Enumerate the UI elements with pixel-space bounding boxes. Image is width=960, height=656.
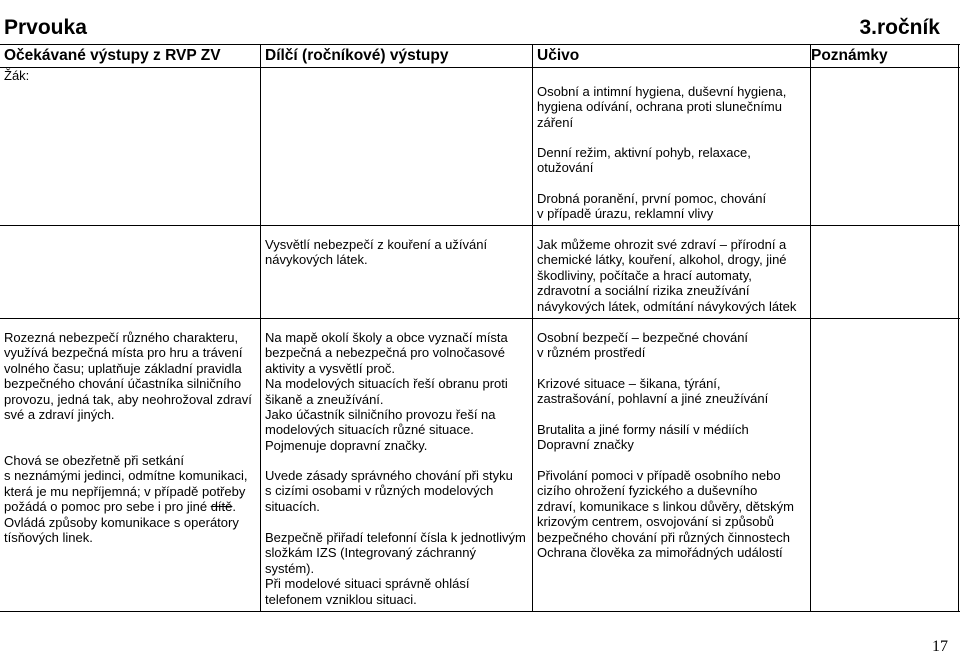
text-line: šikaně a zneužívání. [265, 391, 384, 407]
text-line: provozu, jedná tak, aby neohrožoval zdraví [4, 391, 252, 407]
text-fragment: požádá o pomoc pro sebe i pro jiné [4, 499, 211, 515]
ucivo-denni-rezim [537, 145, 751, 176]
ucivo-hygiena [537, 84, 786, 130]
ucivo-krizove-situace [537, 376, 768, 407]
text-line: Při modelové situaci správně ohlásí [265, 576, 470, 592]
col2-right-border [532, 44, 533, 612]
text-line: modelových situacích různé situace. [265, 422, 474, 438]
text-line: zdravotní a sociální rizika zneužívání [537, 283, 750, 299]
text-line: Jak můžeme ohrozit své zdraví – přírodní a [537, 237, 787, 252]
text-line: Ochrana člověka za mimořádných událostí [537, 545, 783, 561]
text-line: v různém prostředí [537, 345, 646, 361]
text-line: bezpečného chování při různých činnostech [537, 529, 790, 545]
text-line: záření [537, 114, 574, 130]
table-top-border [0, 44, 960, 45]
table-right-border [958, 44, 959, 612]
text-fragment: . [232, 499, 236, 515]
text-line: Na modelových situacích řeší obranu proti [265, 376, 508, 392]
struck-word: dítě [210, 499, 233, 515]
row3-top-border [0, 318, 960, 319]
column-header-poznamky: Poznámky [811, 47, 888, 64]
ucivo-privolani-pomoci [537, 468, 794, 560]
ucivo-brutalita [537, 422, 749, 453]
text-line: která je mu nepříjemná; v případě potřeby [4, 483, 246, 499]
col3-right-border [810, 44, 811, 612]
text-line: Přivolání pomoci v případě osobního nebo [537, 468, 781, 483]
col1-right-border [260, 44, 261, 612]
text-line: v případě úrazu, reklamní vlivy [537, 206, 714, 222]
text-line: škodliviny, počítače a hrací automaty, [537, 267, 752, 283]
text-line: cizího ohrožení fyzického a duševního [537, 483, 758, 499]
text-line: Brutalita a jiné formy násilí v médiích [537, 422, 749, 437]
text-line: Drobná poranění, první pomoc, chování [537, 191, 767, 206]
text-line: návykových látek. [265, 252, 368, 268]
text-line: zdraví, komunikace s linkou důvěry, dětským [537, 498, 794, 514]
text-line: návykových látek, odmítání návykových látek [537, 298, 797, 314]
text-line: složkám IZS (Integrovaný záchranný [265, 545, 476, 561]
zak-label: Žák: [4, 68, 30, 83]
text-line: s cizími osobami v různých modelových [265, 483, 494, 499]
text-line: zastrašování, pohlavní a jiné zneužívání [537, 391, 769, 407]
text-line: telefonem vzniklou situaci. [265, 591, 417, 607]
text-line: Krizové situace – šikana, týrání, [537, 376, 721, 391]
text-line: Osobní bezpečí – bezpečné chování [537, 330, 749, 345]
text-line: bezpečná a nebezpečná pro volnočasové [265, 345, 505, 361]
vystup-mapa-okoli [265, 330, 508, 453]
column-header-dilci-vystupy: Dílčí (ročníkové) výstupy [265, 47, 449, 64]
ucivo-osobni-bezpeci [537, 330, 748, 361]
text-line: systém). [265, 560, 315, 576]
page-number: 17 [932, 638, 948, 655]
column-header-ucivo: Učivo [537, 47, 580, 64]
text-line: Na mapě okolí školy a obce vyznačí místa [265, 330, 508, 345]
text-line: s neznámými jedinci, odmítne komunikaci, [4, 468, 248, 484]
ucivo-prvni-pomoc [537, 191, 766, 222]
text-line: tísňových linek. [4, 530, 93, 546]
table-bottom-border [0, 611, 960, 612]
ucivo-ohrozeni-zdravi [537, 237, 796, 314]
text-line: krizovým centrem, osvojování si způsobů [537, 514, 774, 530]
text-line: Bezpečně přiřadí telefonní čísla k jednotlivým [265, 530, 526, 545]
grade-title: 3.ročník [859, 16, 940, 39]
text-line: Chová se obezřetně při setkání [4, 453, 184, 468]
vystup-izs [265, 530, 526, 607]
text-line: Vysvětlí nebezpečí z kouření a užívání [265, 237, 488, 252]
text-line: hygiena odívání, ochrana proti slunečnímu [537, 99, 782, 115]
text-line: využívá bezpečná místa pro hru a trávení [4, 345, 243, 361]
text-line: Dopravní značky [537, 437, 634, 453]
text-line: Ovládá způsoby komunikace s operátory [4, 514, 239, 530]
text-line: Denní režim, aktivní pohyb, relaxace, [537, 145, 751, 160]
row2-top-border [0, 225, 960, 226]
vystup-koureni [265, 237, 487, 268]
rvp-nebezpeci [4, 330, 252, 422]
vystup-ciziosoby [265, 468, 513, 514]
text-line: své a zdraví jiných. [4, 407, 115, 423]
text-line: Osobní a intimní hygiena, duševní hygiena, [537, 84, 787, 99]
text-line: Rozezná nebezpečí různého charakteru, [4, 330, 239, 345]
rvp-obezretnost [4, 453, 248, 545]
column-header-rvp: Očekávané výstupy z RVP ZV [4, 47, 221, 64]
header-row-bottom-border [0, 67, 960, 68]
text-line: otužování [537, 160, 594, 176]
text-line: situacích. [265, 498, 320, 514]
text-line: Jako účastník silničního provozu řeší na [265, 407, 496, 423]
text-line: Uvede zásady správného chování při styku [265, 468, 513, 483]
text-line: volného času; uplatňuje základní pravidla [4, 360, 242, 376]
text-line: bezpečného chování účastníka silničního [4, 376, 242, 392]
text-line: chemické látky, kouření, alkohol, drogy, jiné [537, 252, 787, 268]
text-line [4, 499, 248, 514]
subject-title: Prvouka [4, 16, 87, 39]
text-line: aktivity a vysvětlí proč. [265, 360, 396, 376]
text-line: Pojmenuje dopravní značky. [265, 437, 428, 453]
